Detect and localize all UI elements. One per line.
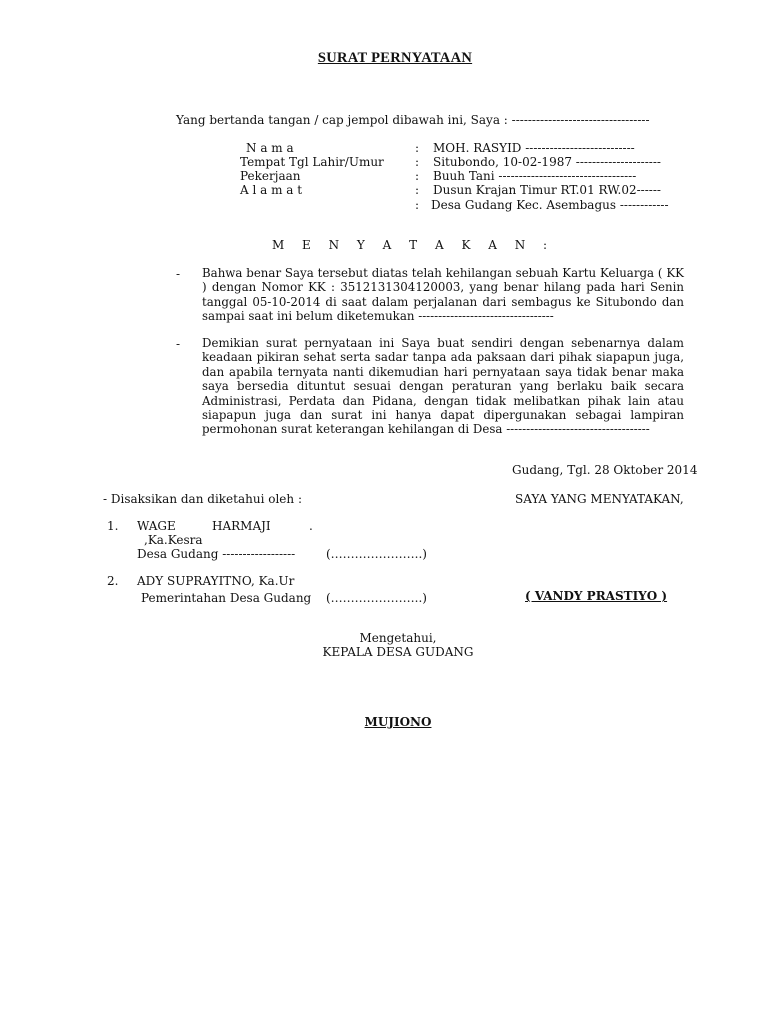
statement-closing: Demikian surat pernyataan ini Saya buat sendiri dengan sebenarnya dalam keadaan pikiran sehat serta sadar tanpa ada paksaan dari pihak siapapun juga, dan apabila ternyata nanti dikemudian hari pernyataan saya tidak benar maka saya bersedia dituntut sesuai dengan peraturan yang berlaku baik secara Administrasi, Perdata dan Pidana, dengan tidak melibatkan pihak lain atau siapapun juga dan surat ini hanya dapat dipergunakan sebagai lampiran permohonan surat keterangan kehilangan di Desa ------------------------------------ [202, 336, 684, 437]
place-date: Gudang, Tgl. 28 Oktober 2014 [512, 463, 698, 477]
address2-value: Desa Gudang Kec. Asembagus ------------ [431, 198, 669, 212]
address-value: Dusun Krajan Timur RT.01 RW.02------ [433, 183, 661, 197]
witness-number: 1. [107, 519, 119, 533]
address-colon: : [415, 183, 420, 197]
name-label: N a m a [246, 141, 294, 155]
acknowledged-label: Mengetahui, [359, 631, 437, 645]
address2-colon: : [415, 198, 420, 212]
declarer-name: ( VANDY PRASTIYO ) [525, 589, 668, 603]
birth-label: Tempat Tgl Lahir/Umur [240, 155, 384, 169]
job-colon: : [415, 169, 420, 183]
witness-number: 2. [107, 574, 119, 588]
statement-bullet: - [176, 267, 181, 281]
statement-bullet: - [176, 337, 181, 351]
address-label: A l a m a t [240, 183, 303, 197]
birth-colon: : [415, 155, 420, 169]
job-value: Buuh Tani ---------------------------------- [433, 169, 637, 183]
witness-name-first: WAGE [137, 519, 176, 533]
birth-value: Situbondo, 10-02-1987 --------------------- [433, 155, 661, 169]
witness-name: ADY SUPRAYITNO, Ka.Ur [137, 574, 295, 588]
declaration-heading: M E N Y A T A K A N : [271, 238, 555, 252]
witness-name-dot: . [309, 519, 313, 533]
witness-heading: - Disaksikan dan diketahui oleh : [103, 492, 302, 506]
name-value: MOH. RASYID --------------------------- [433, 141, 635, 155]
witness-name-last: HARMAJI [212, 519, 271, 533]
intro-line: Yang bertanda tangan / cap jempol dibawah ini, Saya : ---------------------------------- [176, 113, 650, 127]
witness-role: ,Ka.Kesra [144, 533, 203, 547]
witness-signature: (…………………..) [326, 547, 427, 561]
witness-signature: (…………………..) [326, 591, 427, 605]
witness-office: Pemerintahan Desa Gudang [141, 591, 312, 605]
village-head-title: KEPALA DESA GUDANG [322, 645, 474, 659]
village-head-name: MUJIONO [364, 715, 432, 729]
declarer-heading: SAYA YANG MENYATAKAN, [515, 492, 684, 506]
witness-office: Desa Gudang ------------------ [137, 547, 296, 561]
job-label: Pekerjaan [240, 169, 301, 183]
name-colon: : [415, 141, 420, 155]
document-title: SURAT PERNYATAAN [317, 50, 473, 66]
statement-lost-kk: Bahwa benar Saya tersebut diatas telah kehilangan sebuah Kartu Keluarga ( KK ) dengan Nomor KK : 3512131304120003, yang benar hilang pada hari Senin tanggal 05-10-2014 di saat dalam perjalanan dari sembagus ke Situbondo dan sampai saat ini belum diketemukan ---------------------------------- [202, 266, 684, 324]
